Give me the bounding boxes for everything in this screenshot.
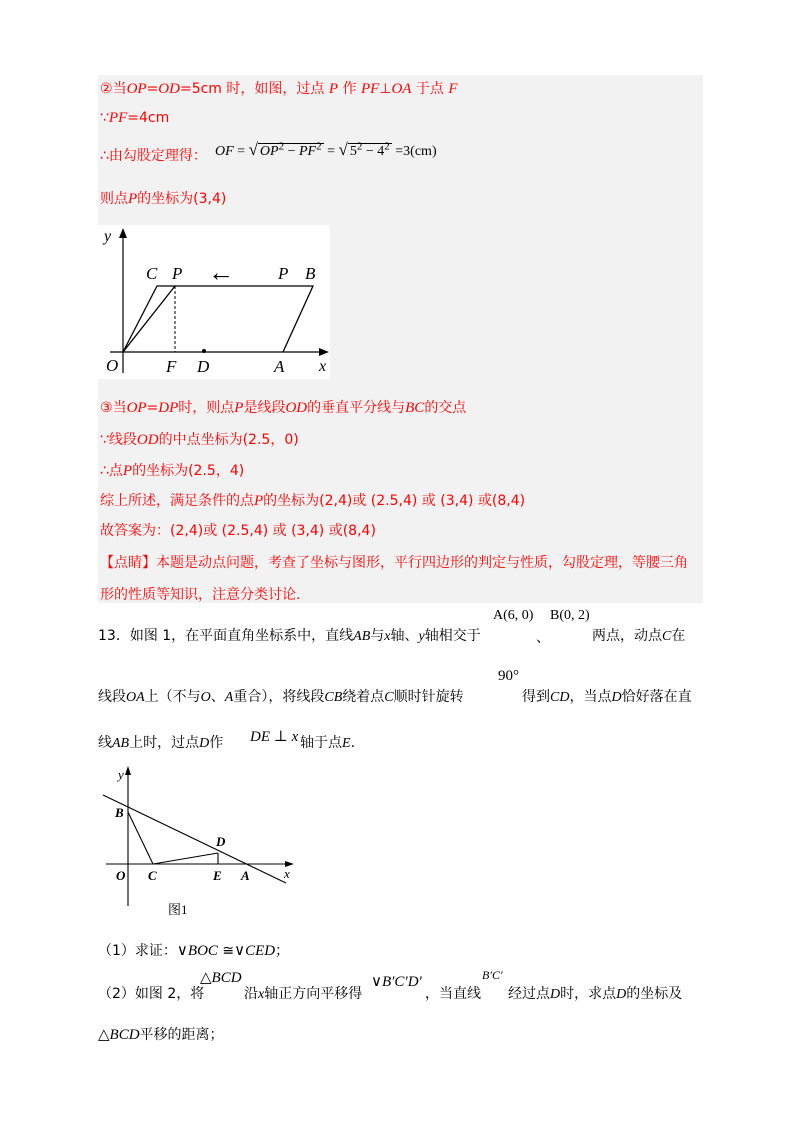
parallelogram-ocba [123,286,313,352]
label-d: D [216,834,226,849]
label-e: E [213,868,222,883]
question-13-line-1-end: 两点，动点C在 [592,628,686,644]
summary-line: 综上所述，满足条件的点P的坐标为(2,4)或 (2.5,4) 或 (3,4) 或(8,4) [100,493,526,509]
pythagoras-line: ∴由勾股定理得： [100,148,207,164]
label-b: B [305,264,316,283]
question-13-line-3-end: 轴于点E. [300,735,356,751]
perpendicular-expr: DE ⊥ x [250,729,299,745]
point-b-coords: B(0, 2) [550,608,590,623]
arrow-left-icon: ← [208,258,234,287]
label-a: A [274,357,285,376]
question-13-line-3: 线AB上时，过点D作 [98,735,224,751]
coord-separator: 、 [536,630,550,646]
label-d: D [197,357,210,376]
label-o: O [106,356,119,375]
label-a: A [241,868,250,883]
solution-figure [98,225,330,379]
question-13-line-1: 13．如图 1，在平面直角坐标系中，直线AB与x轴、y轴相交于 [98,628,481,644]
question-figure-1 [98,762,308,918]
case2-line: ②当OP=OD=5cm 时，如图，过点 P 作 PF⊥OA 于点 F [100,81,458,97]
point-d-dot [202,349,206,353]
triangle-b-c-d-prime: ∨B′C′D′ [371,974,422,990]
pythagoras-formula: OF = √ $OP^2 - PF^2$ = √ $5^2 - 4^2 =3(cm)$ [215,140,437,159]
label-p-right: P [278,264,289,283]
label-f: F [166,357,177,376]
segment-cd [153,853,218,864]
label-x: x [319,358,327,375]
segment-bc [128,812,153,864]
part-2-line-1-end: 经过点D时，求点D的坐标及 [508,986,683,1002]
label-b: B [115,805,124,820]
x-axis-arrow [319,348,329,356]
part-2-line-1: （2）如图 2，将 [98,986,205,1002]
case3-line: ③当OP=DP时，则点P是线段OD的垂直平分线与BC的交点 [100,400,467,416]
label-y: y [104,228,112,245]
parallelogram-figure [98,225,330,379]
part-2-line-1-mid: 沿x轴正方向平移得 [244,986,363,1002]
because-pf-line: ∵PF=4cm [100,110,170,126]
question-13-line-2: 线段OA上（不与O、A重合），将线段CB绕着点C顺时针旋转 [98,689,464,705]
line-b-c-prime: B′C′ [482,968,503,982]
coord-line: 则点P的坐标为(3,4) [100,191,227,207]
answer-line: 故答案为：(2,4)或 (2.5,4) 或 (3,4) 或(8,4) [100,523,376,539]
triangle-bcd: △BCD [200,970,242,986]
label-c: C [148,868,157,883]
segment-op [123,286,175,352]
label-y: y [118,767,124,782]
point-a-coords: A(6, 0) [493,608,534,623]
line-ab [103,795,286,883]
label-p-left: P [172,264,183,283]
figure-caption: 图1 [168,902,188,917]
comment-line-1: 【点睛】本题是动点问题，考查了坐标与图形，平行四边形的判定与性质，勾股定理，等腰三角 [100,555,688,571]
label-x: x [284,866,290,881]
label-o: O [116,868,126,883]
midpoint-line: ∵线段OD的中点坐标为(2.5，0) [100,432,299,448]
rotation-angle: 90° [498,668,519,684]
comment-line-2: 形的性质等知识，注意分类讨论. [100,587,301,603]
part-1-line: （1）求证：∨BOC ≅∨CED； [98,943,290,959]
p-coord-line: ∴点P的坐标为(2.5，4) [100,463,245,479]
y-axis-arrow [125,766,131,775]
question-13-line-2-end: 得到CD，当点D恰好落在直 [522,689,692,705]
label-c: C [146,264,158,283]
part-2-line-1-mid2: ，当直线 [425,986,481,1002]
part-2-line-2: △BCD平移的距离； [98,1027,224,1043]
y-axis-arrow [119,228,127,238]
